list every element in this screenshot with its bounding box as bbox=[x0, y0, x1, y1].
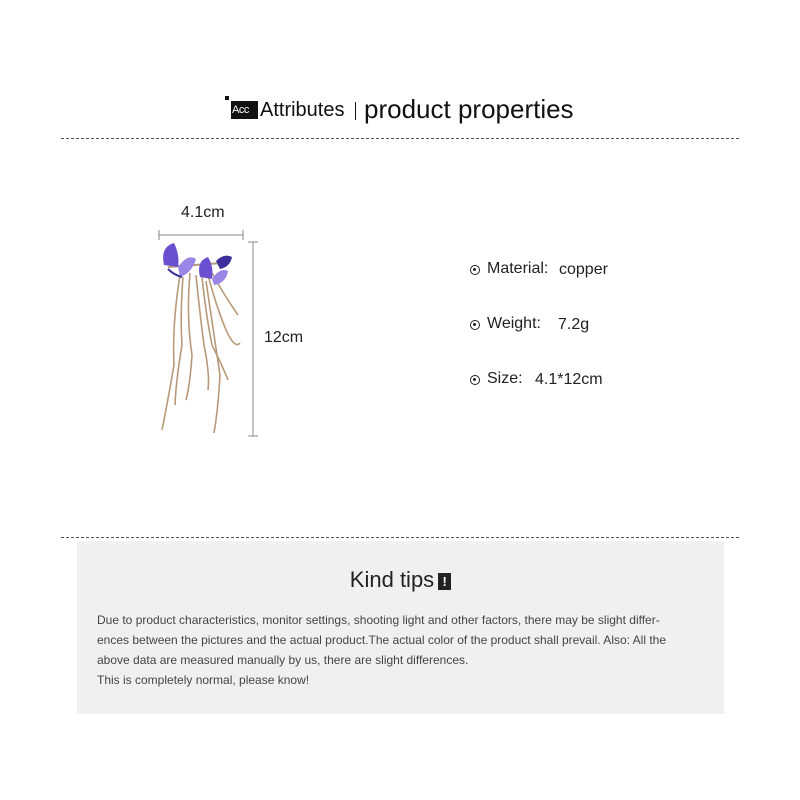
butterfly-left bbox=[163, 243, 196, 277]
tips-title: Kind tips bbox=[349, 567, 435, 592]
property-label: Size: bbox=[487, 370, 523, 387]
tips-heading bbox=[77, 567, 724, 593]
target-bullet-icon bbox=[470, 265, 480, 275]
top-divider bbox=[61, 138, 739, 139]
header-separator bbox=[355, 102, 356, 120]
tips-line: This is completely normal, please know! bbox=[97, 673, 310, 687]
butterfly-right bbox=[199, 256, 232, 285]
header-dot bbox=[225, 96, 229, 100]
property-value: copper bbox=[559, 261, 608, 278]
width-dimension: 4.1cm bbox=[181, 204, 225, 221]
property-label: Weight: bbox=[487, 315, 541, 332]
target-bullet-icon bbox=[470, 375, 480, 385]
height-dimension: 12cm bbox=[264, 329, 304, 346]
property-value: 7.2g bbox=[558, 316, 590, 333]
tips-line: above data are measured manually by us, there are slight differences. bbox=[97, 653, 469, 667]
tips-line: Due to product characteristics, monitor settings, shooting light and other factors, there may be slight differ- bbox=[97, 613, 660, 627]
page-title: product properties bbox=[364, 94, 574, 124]
section-header bbox=[0, 90, 800, 130]
attributes-label: Attributes bbox=[260, 99, 345, 121]
property-label: Material: bbox=[487, 260, 549, 277]
kind-tips-box bbox=[77, 541, 724, 714]
tips-line: ences between the pictures and the actual product.The actual color of the product shall prevail. Also: All the bbox=[97, 633, 667, 647]
earring-image bbox=[150, 195, 330, 455]
property-value: 4.1*12cm bbox=[535, 371, 603, 388]
exclamation-icon: ! bbox=[438, 573, 451, 590]
acc-badge: Acc bbox=[231, 101, 258, 119]
target-bullet-icon bbox=[470, 320, 480, 330]
tips-text bbox=[97, 610, 712, 690]
bottom-divider bbox=[61, 537, 739, 538]
product-figure bbox=[150, 195, 330, 455]
